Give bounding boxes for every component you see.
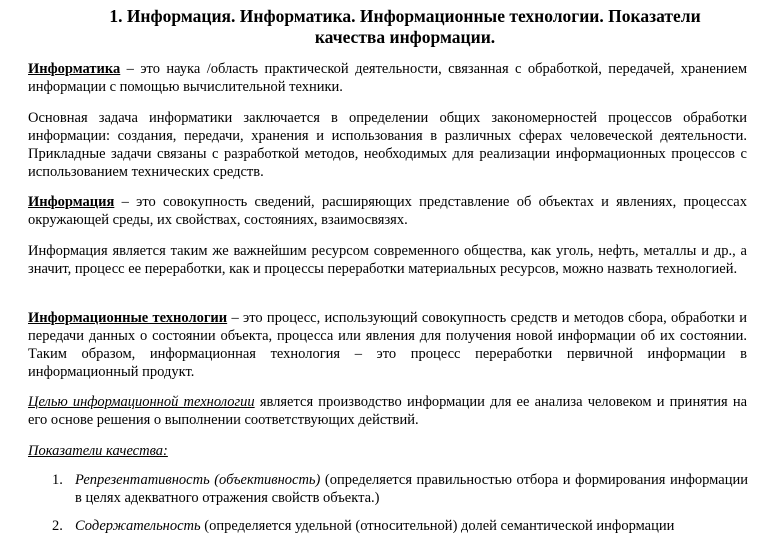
paragraph-info-tech	[28, 309, 747, 381]
paragraph-main-task: Основная задача информатики заключается в определении общих закономерностей процессов обработки информации: создания, передачи, хранения и использования в различных сферах человеческой деятельности. Прикладные задачи связаны с разработкой методов, необходимых для реализации информационных процессов с использованием технических средств.	[28, 110, 747, 180]
list-item-number: 1.	[52, 472, 63, 488]
quality-heading-text: Показатели качества:	[28, 443, 168, 459]
list-item-number: 2.	[52, 518, 63, 534]
list-item-text: (определяется правильностью отбора и формирования информации в целях адекватного отражения свойств объекта.)	[75, 472, 748, 506]
section-title-line-1: 1. Информация. Информатика. Информационные технологии. Показатели	[109, 6, 701, 26]
list-item-body	[75, 471, 748, 507]
paragraph-informatics-text: – это наука /область практической деятельности, связанная с обработкой, передачей, хранением информации с помощью вычислительной техники.	[28, 61, 747, 95]
term-info-tech: Информационные технологии	[28, 310, 228, 326]
term-informatics: Информатика	[28, 61, 121, 77]
paragraph-informatics	[28, 60, 747, 96]
list-item-term: Содержательность	[75, 518, 201, 534]
paragraph-information-text: – это совокупность сведений, расширяющих представление об объектах и явлениях, процессах окружающей среды, их свойствах, состояниях, взаимосвязях.	[28, 194, 747, 228]
list-item-clipped	[52, 517, 748, 534]
paragraph-information	[28, 193, 747, 229]
paragraph-goal	[28, 393, 747, 429]
term-goal: Целью информационной технологии	[28, 394, 255, 410]
paragraph-info-tech-text: – это процесс, использующий совокупность средств и методов сбора, обработки и передачи данных о состоянии объекта, процесса или явления для получения новой информации об их состоянии. Таким образом, информационная технология – это процесс переработки первичной информации в информационный продукт.	[28, 310, 747, 380]
paragraph-resource: Информация является таким же важнейшим ресурсом современного общества, как уголь, нефть, металлы и др., а значит, процесс ее переработки, как и процессы переработки материальных ресурсов, можно назвать технологией.	[28, 243, 747, 277]
term-information: Информация	[28, 194, 115, 210]
list-item-body	[75, 517, 748, 535]
list-item-text: (определяется удельной (относительной) долей семантической информации	[200, 518, 675, 534]
quality-heading	[28, 442, 747, 460]
list-item	[52, 471, 748, 507]
list-item-term: Репрезентативность (объективность)	[75, 472, 321, 488]
section-title-line-2: качества информации.	[314, 27, 496, 47]
list-item	[52, 517, 748, 535]
paragraph-goal-text: является производство информации для ее анализа человеком и принятия на его основе решения о выполнении соответствующих действий.	[28, 394, 748, 428]
